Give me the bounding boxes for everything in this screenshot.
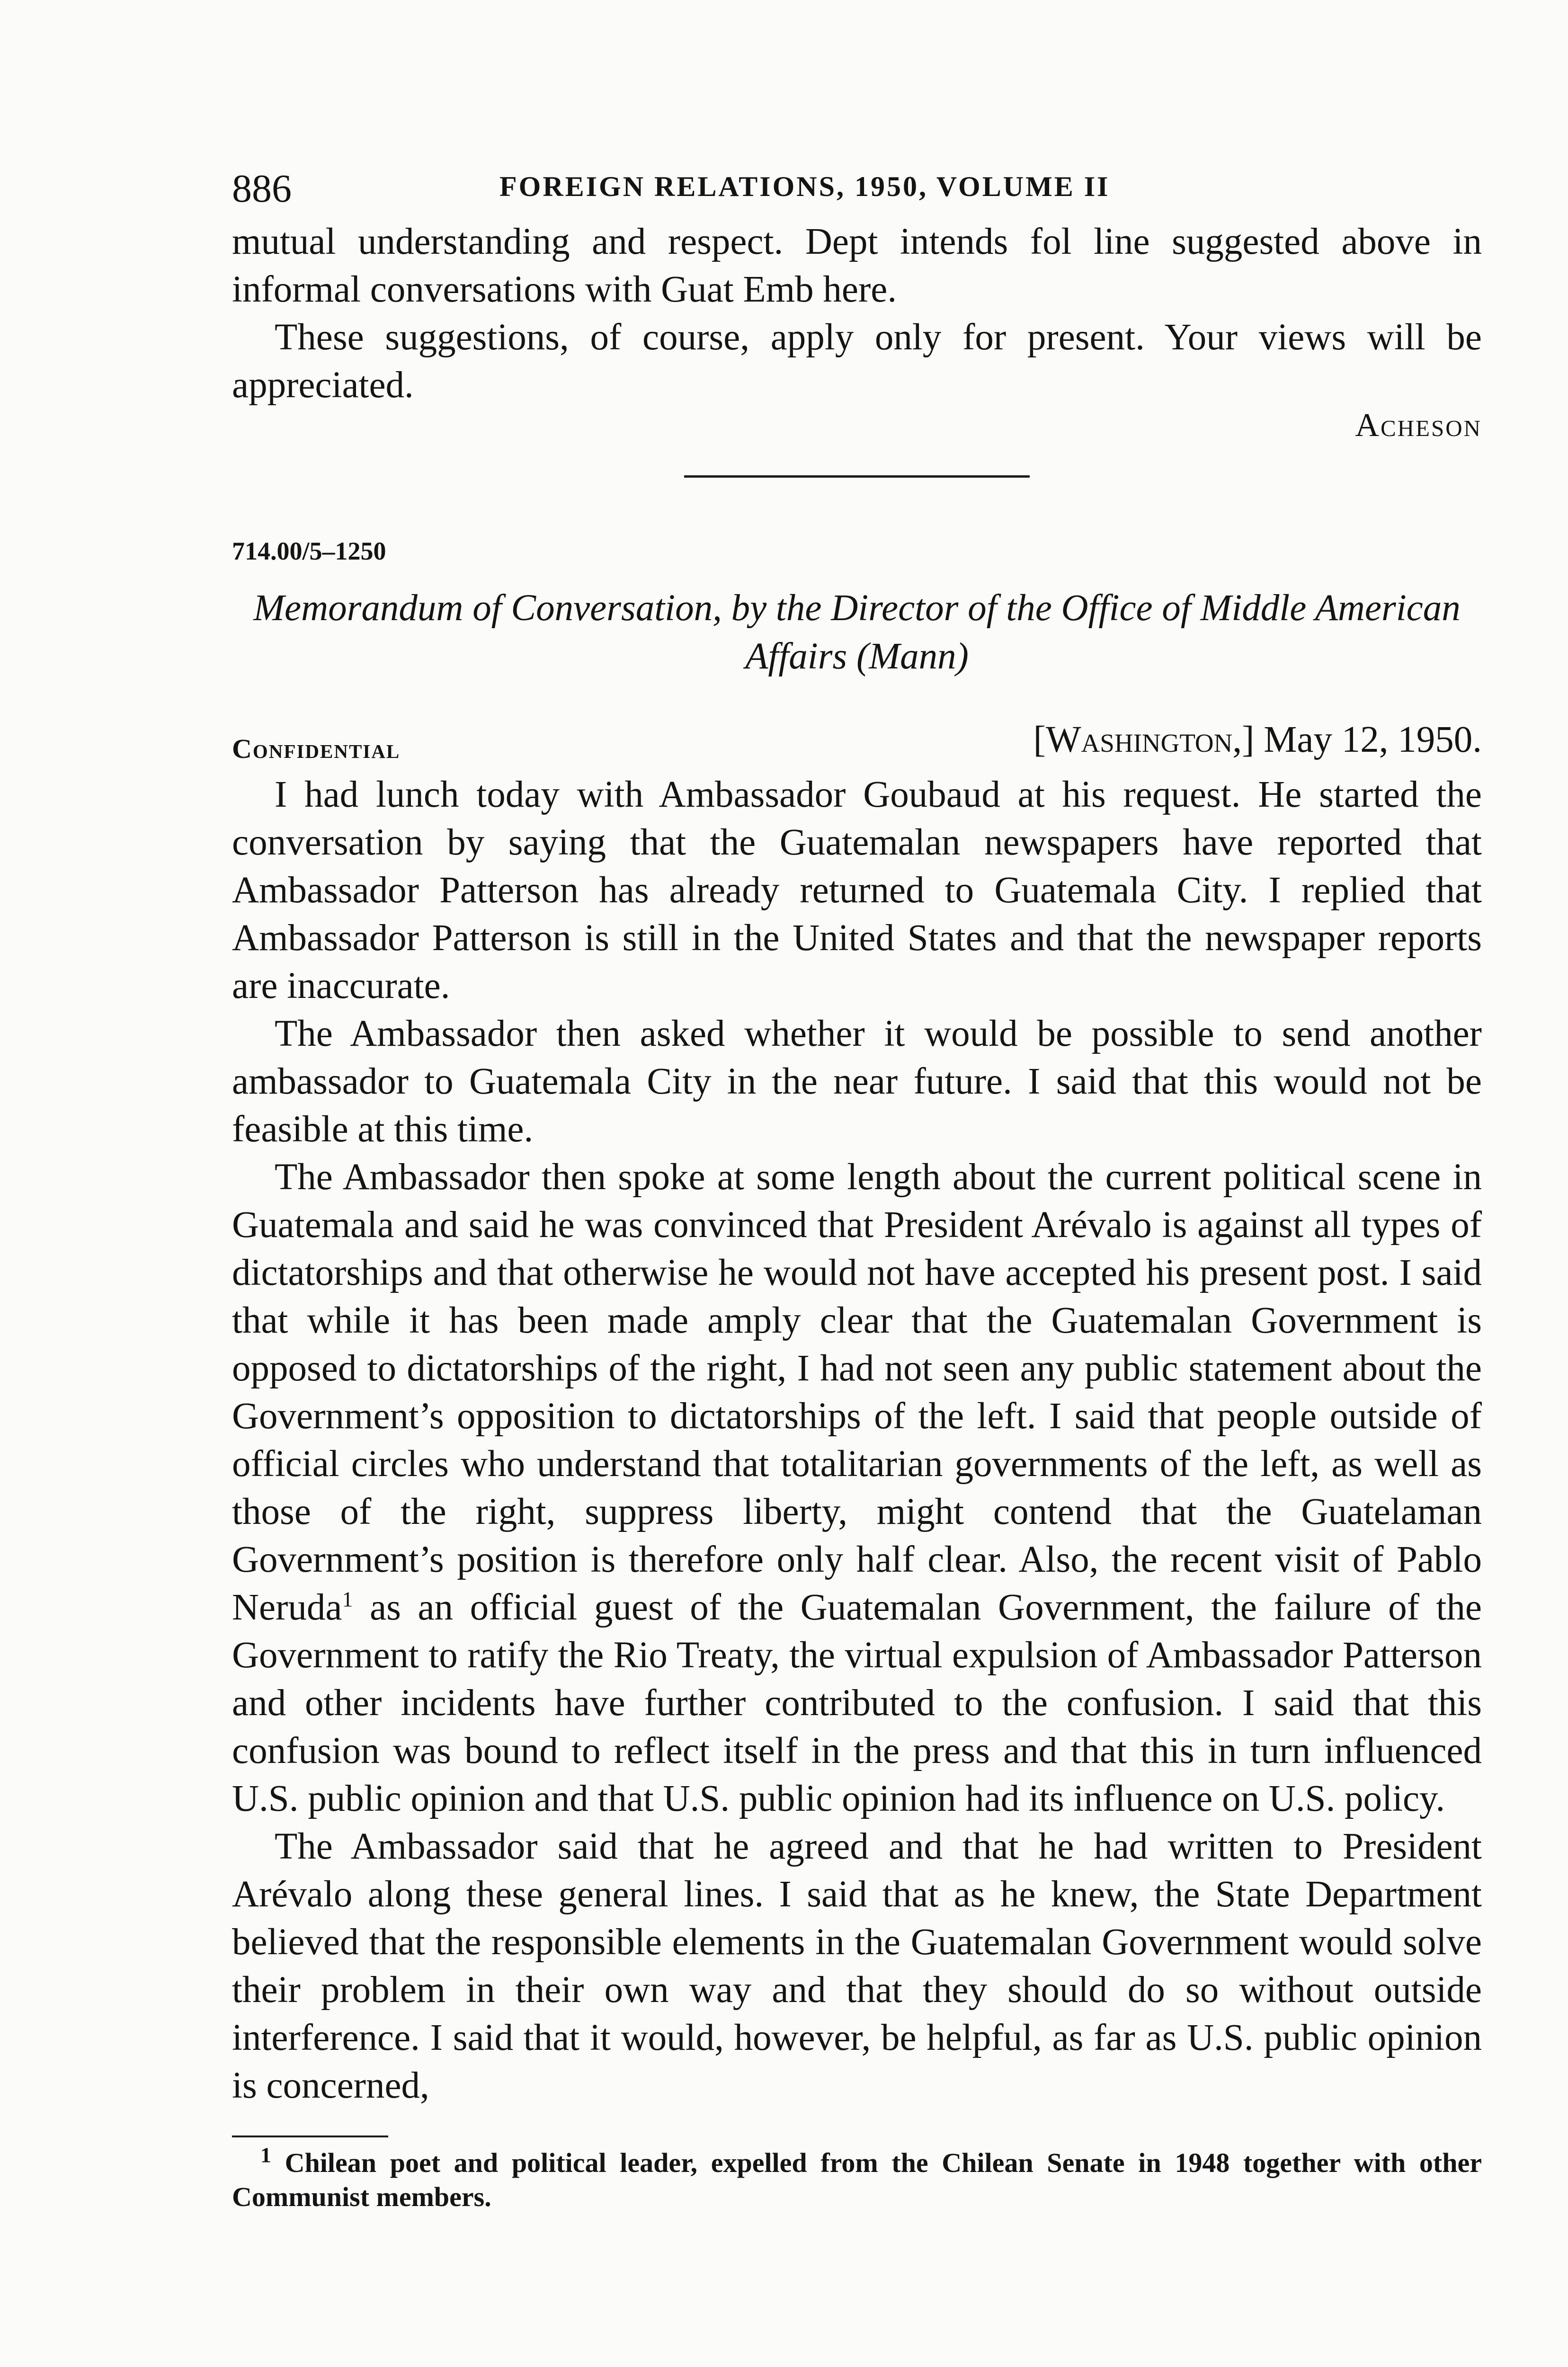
place-and-date bbox=[1033, 719, 1482, 761]
place-open-bracket: [ bbox=[1033, 719, 1046, 760]
file-number: 714.00/5–1250 bbox=[232, 537, 386, 565]
previous-document-paragraph: These suggestions, of course, apply only for present. Your views will be appreciated. bbox=[232, 317, 1482, 406]
footnote-rule bbox=[232, 2136, 388, 2137]
document-separator-rule bbox=[684, 475, 1030, 478]
running-head bbox=[232, 156, 1482, 218]
body-paragraph bbox=[232, 1153, 1482, 1823]
footnote bbox=[232, 2143, 1482, 2214]
date: May 12, 1950. bbox=[1264, 719, 1482, 760]
signature: Acheson bbox=[1355, 407, 1482, 444]
page-number: 886 bbox=[232, 167, 292, 211]
footnote-reference[interactable]: 1 bbox=[342, 1587, 353, 1611]
body-paragraph: The Ambassador said that he agreed and that he had written to President Arévalo along these general lines. I said that as he knew, the State Department believed that the responsible elements in the Guatemalan Government would solve their problem in their own way and that they should do so without outside interference. I said that it would, however, be helpful, as far as U.S. public opinion is concerned, bbox=[232, 1826, 1482, 2106]
body-paragraph: I had lunch today with Ambassador Goubaud at his request. He started the conversation by saying that the Guatemalan newspapers have reported that Ambassador Patterson has already returned to Guatemala City. I replied that Ambassador Patterson is still in the United States and that the newspaper reports are inaccurate. bbox=[232, 774, 1482, 1006]
running-title: FOREIGN RELATIONS, 1950, VOLUME II bbox=[499, 171, 1110, 202]
footnote-marker: 1 bbox=[260, 2143, 271, 2167]
paragraph-text: as an official guest of the Guatemalan Government, the failure of the Government to ratify the Rio Treaty, the virtual expulsion of Ambassador Patterson and other incidents have further contributed to the confusion. I said that this confusion was bound to reflect itself in the press and that this in turn influenced U.S. public opinion and that U.S. public opinion had its influence on U.S. policy. bbox=[232, 1587, 1482, 1819]
place-close-bracket: ,] bbox=[1232, 719, 1255, 760]
footnote-text: Chilean poet and political leader, expelled from the Chilean Senate in 1948 together with other Communist members. bbox=[232, 2147, 1482, 2212]
place: Washington bbox=[1045, 719, 1233, 760]
classification-label: Confidential bbox=[232, 733, 401, 764]
previous-document-paragraph: mutual understanding and respect. Dept intends fol line suggested above in informal conversations with Guat Emb here. bbox=[232, 221, 1482, 310]
dateline bbox=[232, 719, 1482, 766]
body-paragraph: The Ambassador then asked whether it would be possible to send another ambassador to Guatemala City in the near future. I said that this would not be feasible at this time. bbox=[232, 1013, 1482, 1150]
document-title: Memorandum of Conversation, by the Director of the Office of Middle American Affairs (Mann) bbox=[253, 587, 1461, 677]
paragraph-text: The Ambassador then spoke at some length about the current political scene in Guatemala and said he was convinced that President Arévalo is against all types of dictatorships and that otherwise he would not have accepted his present post. I said that while it has been made amply clear that the Guatemalan Government is opposed to dictatorships of the right, I had not seen any public statement about the Government’s opposition to dictatorships of the left. I said that people outside of official circles who understand that totalitarian governments of the left, as well as those of the right, suppress liberty, might contend that the Guatelaman Government’s position is therefore only half clear. Also, the recent visit of Pablo Neruda bbox=[232, 1157, 1482, 1628]
text-column bbox=[232, 156, 1482, 2214]
